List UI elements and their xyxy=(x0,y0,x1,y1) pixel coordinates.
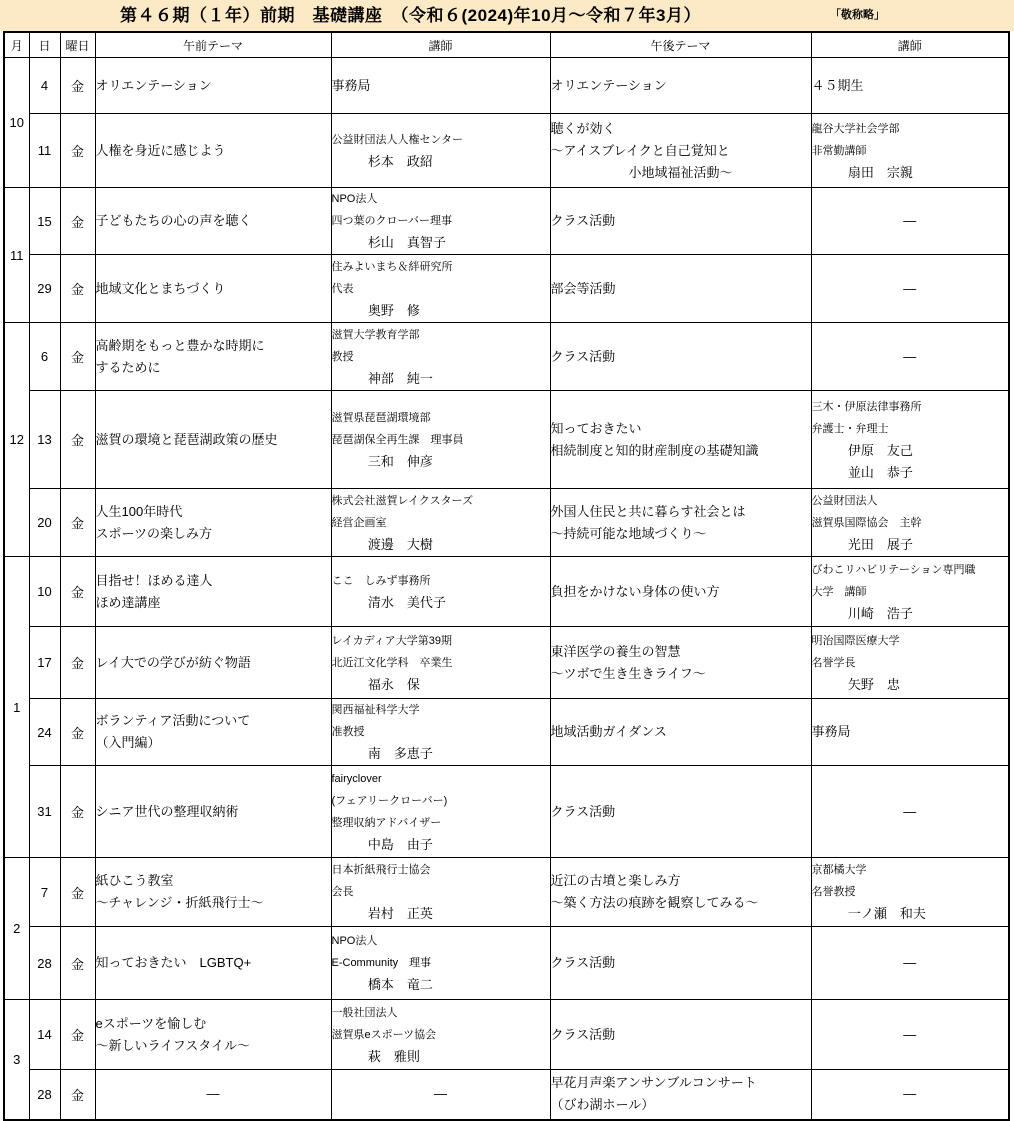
header-row xyxy=(4,32,1009,58)
am-theme-cell xyxy=(95,627,331,699)
am-theme-cell xyxy=(95,1000,331,1070)
theme-line: オリエンテーション xyxy=(550,77,667,93)
table-row xyxy=(4,58,1009,114)
table-row xyxy=(4,699,1009,766)
theme-line: ～持続可能な地域づくり～ xyxy=(550,525,707,541)
lecturer-name: 杉本 政紹 xyxy=(367,153,433,169)
theme-line: 地域活動ガイダンス xyxy=(550,724,667,739)
lecturer-org-line: 公益財団法人 xyxy=(811,494,878,507)
pm-theme-cell xyxy=(550,627,811,699)
lecturer-org-line: 四つ葉のクローバー理事 xyxy=(331,215,452,227)
pm-lecturer-cell xyxy=(811,927,1009,1000)
weekday-cell: 金 xyxy=(60,391,95,489)
lecturer-org-line: 会長 xyxy=(331,886,354,898)
table-row xyxy=(4,627,1009,699)
day-cell: 28 xyxy=(29,927,60,1000)
table-row xyxy=(4,188,1009,255)
theme-line: シニア世代の整理収納術 xyxy=(95,803,239,819)
am-lecturer-cell xyxy=(331,391,550,489)
theme-line: ～チャレンジ・折紙飛行士～ xyxy=(95,895,264,910)
pm-lecturer-cell xyxy=(811,858,1009,927)
theme-line: 近江の古墳と楽しみ方 xyxy=(550,873,681,888)
lecturer-org-line: fairyclover xyxy=(331,772,382,785)
am-lecturer-cell xyxy=(331,699,550,766)
lecturer-name: 杉山 真智子 xyxy=(367,235,446,250)
theme-line: クラス活動 xyxy=(550,348,616,364)
col-header-am-lecturer: 講師 xyxy=(331,32,550,58)
col-header-month: 月 xyxy=(4,32,29,58)
lecturer-org-line: (フェアリークローバー) xyxy=(331,794,448,807)
lecturer-name: 萩 雅則 xyxy=(367,1048,420,1064)
theme-line: 部会等活動 xyxy=(550,280,616,296)
am-theme-cell xyxy=(95,323,331,391)
pm-lecturer-cell xyxy=(811,188,1009,255)
theme-line: するために xyxy=(95,359,161,375)
lecturer-org-line: 住みよいまち＆絆研究所 xyxy=(331,260,453,273)
theme-line: オリエンテーション xyxy=(95,77,212,93)
theme-line: ４５期生 xyxy=(811,77,864,93)
lecturer-org-line: 名誉教授 xyxy=(811,886,856,898)
am-theme-cell xyxy=(95,114,331,188)
day-cell: 13 xyxy=(29,391,60,489)
pm-lecturer-cell xyxy=(811,627,1009,699)
schedule-body xyxy=(4,58,1009,1120)
theme-line: 滋賀の環境と琵琶湖政策の歴史 xyxy=(95,431,278,447)
pm-theme-cell xyxy=(550,489,811,557)
pm-theme-cell xyxy=(550,557,811,627)
dash: ― xyxy=(903,955,917,970)
am-lecturer-cell xyxy=(331,323,550,391)
lecturer-org-line: 日本折紙飛行士協会 xyxy=(331,864,431,876)
theme-line: 負担をかけない身体の使い方 xyxy=(550,583,720,599)
theme-line-centered: 小地域福祉活動～ xyxy=(628,164,733,180)
weekday-cell: 金 xyxy=(60,858,95,927)
lecturer-org-line: びわこリハビリテーション専門職 xyxy=(811,563,976,576)
lecturer-org-line: NPO法人 xyxy=(331,935,378,947)
table-row xyxy=(4,1070,1009,1120)
day-cell: 14 xyxy=(29,1000,60,1070)
day-cell: 15 xyxy=(29,188,60,255)
theme-line: 聴くが効く xyxy=(550,120,616,136)
weekday-cell: 金 xyxy=(60,323,95,391)
am-theme-cell xyxy=(95,489,331,557)
lecturer-org-line: 滋賀大学教育学部 xyxy=(331,328,420,341)
lecturer-org-line: 一般社団法人 xyxy=(331,1006,398,1019)
theme-line: 事務局 xyxy=(331,77,371,93)
day-cell: 4 xyxy=(29,58,60,114)
theme-line: 目指せ！ほめる達人 xyxy=(95,572,213,588)
dash: ― xyxy=(903,1026,917,1042)
theme-line: （入門編） xyxy=(95,735,161,750)
pm-theme-cell xyxy=(550,1000,811,1070)
am-theme-cell xyxy=(95,766,331,858)
table-row xyxy=(4,323,1009,391)
theme-line: 外国人住民と共に暮らす社会とは xyxy=(550,503,746,519)
table-row xyxy=(4,766,1009,858)
col-header-day: 日 xyxy=(29,32,60,58)
pm-theme-cell xyxy=(550,1070,811,1120)
theme-line: eスポーツを愉しむ xyxy=(95,1015,207,1031)
weekday-cell: 金 xyxy=(60,255,95,323)
theme-line: ほめ達講座 xyxy=(95,594,161,610)
lecturer-org-line: NPO法人 xyxy=(331,193,378,205)
pm-lecturer-cell xyxy=(811,1000,1009,1070)
lecturer-org-line: ここ しみず事務所 xyxy=(331,574,431,587)
am-lecturer-cell xyxy=(331,557,550,627)
month-cell: 10 xyxy=(4,58,29,188)
day-cell: 10 xyxy=(29,557,60,627)
lecturer-org-line: 非常勤講師 xyxy=(811,144,867,157)
lecturer-org-line: レイカディア大学第39期 xyxy=(331,634,452,647)
dash: ― xyxy=(206,1086,220,1102)
pm-lecturer-cell xyxy=(811,391,1009,489)
lecturer-org-line: 明治国際医療大学 xyxy=(811,634,900,647)
lecturer-org-line: 准教授 xyxy=(331,726,365,738)
lecturer-org-line: 滋賀県琵琶湖環境部 xyxy=(331,411,431,424)
theme-line: ～新しいライフスタイル～ xyxy=(95,1037,250,1053)
day-cell: 11 xyxy=(29,114,60,188)
lecturer-name: 伊原 友己 xyxy=(847,442,913,458)
page-title: 第４６期（１年）前期 基礎講座 （令和６(2024)年10月～令和７年3月） xyxy=(120,6,702,25)
lecturer-org-line: 龍谷大学社会学部 xyxy=(811,122,900,135)
pm-theme-cell xyxy=(550,927,811,1000)
pm-lecturer-cell xyxy=(811,557,1009,627)
pm-lecturer-cell xyxy=(811,766,1009,858)
lecturer-name: 一ノ瀬 和夫 xyxy=(847,906,926,921)
lecturer-org-line: 滋賀県eスポーツ協会 xyxy=(331,1028,437,1041)
theme-line: クラス活動 xyxy=(550,955,616,970)
pm-theme-cell xyxy=(550,188,811,255)
day-cell: 24 xyxy=(29,699,60,766)
lecturer-name: 光田 展子 xyxy=(847,536,913,552)
month-cell: 12 xyxy=(4,323,29,557)
pm-lecturer-cell xyxy=(811,323,1009,391)
table-row xyxy=(4,557,1009,627)
theme-line: 知っておきたい xyxy=(550,420,642,436)
weekday-cell: 金 xyxy=(60,1070,95,1120)
theme-line: 人生100年時代 xyxy=(95,503,183,519)
am-lecturer-cell xyxy=(331,114,550,188)
pm-lecturer-cell xyxy=(811,255,1009,323)
lecturer-name: 三和 伸彦 xyxy=(367,453,433,469)
pm-theme-cell xyxy=(550,858,811,927)
weekday-cell: 金 xyxy=(60,114,95,188)
weekday-cell: 金 xyxy=(60,489,95,557)
weekday-cell: 金 xyxy=(60,766,95,858)
theme-line: 子どもたちの心の声を聴く xyxy=(95,213,252,228)
lecturer-org-line: E-Community 理事 xyxy=(331,957,432,969)
theme-line: ～ツボで生き生きライフ～ xyxy=(550,665,706,681)
day-cell: 28 xyxy=(29,1070,60,1120)
am-lecturer-cell xyxy=(331,627,550,699)
col-header-pm-lecturer: 講師 xyxy=(811,32,1009,58)
schedule-table xyxy=(3,31,1010,1121)
lecturer-org-line: 北近江文化学科 卒業生 xyxy=(331,656,453,669)
month-cell: 3 xyxy=(4,1000,29,1120)
theme-line: 知っておきたい LGBTQ+ xyxy=(95,955,252,970)
am-theme-cell xyxy=(95,255,331,323)
am-lecturer-cell xyxy=(331,1070,550,1120)
weekday-cell: 金 xyxy=(60,557,95,627)
weekday-cell: 金 xyxy=(60,927,95,1000)
pm-lecturer-cell xyxy=(811,58,1009,114)
am-lecturer-cell xyxy=(331,927,550,1000)
theme-line: ～築く方法の痕跡を観察してみる～ xyxy=(550,895,759,910)
weekday-cell: 金 xyxy=(60,627,95,699)
am-lecturer-cell xyxy=(331,58,550,114)
pm-lecturer-cell xyxy=(811,699,1009,766)
table-row xyxy=(4,927,1009,1000)
theme-line: 地域文化とまちづくり xyxy=(95,280,226,296)
dash: ― xyxy=(434,1086,447,1102)
day-cell: 29 xyxy=(29,255,60,323)
pm-lecturer-cell xyxy=(811,114,1009,188)
col-header-pm-theme: 午後テーマ xyxy=(550,32,811,58)
pm-theme-cell xyxy=(550,699,811,766)
theme-line: クラス活動 xyxy=(550,803,616,819)
theme-line: ボランティア活動について xyxy=(95,713,251,728)
weekday-cell: 金 xyxy=(60,188,95,255)
pm-lecturer-cell xyxy=(811,489,1009,557)
theme-line: 紙ひこう教室 xyxy=(95,873,174,888)
pm-lecturer-cell xyxy=(811,1070,1009,1120)
lecturer-org-line: 代表 xyxy=(331,282,354,295)
lecturer-name: 清水 美代子 xyxy=(367,594,446,610)
month-cell: 11 xyxy=(4,188,29,323)
dash: ― xyxy=(903,280,917,296)
lecturer-name: 奥野 修 xyxy=(367,302,420,318)
pm-theme-cell xyxy=(550,766,811,858)
dash: ― xyxy=(903,348,917,364)
am-theme-cell xyxy=(95,391,331,489)
lecturer-name: 渡邊 大樹 xyxy=(367,536,433,552)
am-theme-cell xyxy=(95,58,331,114)
dash: ― xyxy=(903,213,917,228)
theme-line: レイ大での学びが紡ぐ物語 xyxy=(95,654,251,670)
title-band xyxy=(0,0,1014,31)
am-theme-cell xyxy=(95,699,331,766)
lecturer-org-line: 株式会社滋賀レイクスターズ xyxy=(331,494,474,507)
weekday-cell: 金 xyxy=(60,1000,95,1070)
dash: ― xyxy=(903,1086,917,1102)
lecturer-name: 岩村 正英 xyxy=(367,906,433,921)
month-cell: 2 xyxy=(4,858,29,1000)
table-row xyxy=(4,1000,1009,1070)
month-cell: 1 xyxy=(4,557,29,858)
lecturer-name: 南 多恵子 xyxy=(367,746,433,761)
lecturer-name: 中島 由子 xyxy=(367,836,433,852)
pm-theme-cell xyxy=(550,391,811,489)
am-lecturer-cell xyxy=(331,255,550,323)
am-theme-cell xyxy=(95,188,331,255)
lecturer-org-line: 経営企画室 xyxy=(331,516,387,529)
table-row xyxy=(4,255,1009,323)
am-theme-cell xyxy=(95,927,331,1000)
table-row xyxy=(4,858,1009,927)
lecturer-org-line: 名誉学長 xyxy=(811,656,856,669)
am-theme-cell xyxy=(95,557,331,627)
table-row xyxy=(4,114,1009,188)
day-cell: 17 xyxy=(29,627,60,699)
col-header-weekday: 曜日 xyxy=(60,32,95,58)
lecturer-org-line: 整理収納アドバイザー xyxy=(331,816,442,829)
pm-theme-cell xyxy=(550,255,811,323)
am-lecturer-cell xyxy=(331,489,550,557)
weekday-cell: 金 xyxy=(60,58,95,114)
lecturer-org-line: 滋賀県国際協会 主幹 xyxy=(811,516,922,529)
lecturer-org-line: 三木・伊原法律事務所 xyxy=(811,400,922,413)
lecturer-org-line: 弁護士・弁理士 xyxy=(811,422,889,435)
am-lecturer-cell xyxy=(331,858,550,927)
am-lecturer-cell xyxy=(331,766,550,858)
lecturer-name: 神部 純一 xyxy=(367,370,433,386)
pm-theme-cell xyxy=(550,114,811,188)
honorific-note: 「敬称略」 xyxy=(830,9,885,21)
pm-theme-cell xyxy=(550,58,811,114)
lecturer-name: 並山 恭子 xyxy=(847,464,913,480)
day-cell: 7 xyxy=(29,858,60,927)
lecturer-name: 福永 保 xyxy=(367,676,420,692)
am-theme-cell xyxy=(95,858,331,927)
am-lecturer-cell xyxy=(331,188,550,255)
theme-line: 早花月声楽アンサンブルコンサート xyxy=(550,1075,757,1091)
table-row xyxy=(4,391,1009,489)
day-cell: 31 xyxy=(29,766,60,858)
weekday-cell: 金 xyxy=(60,699,95,766)
theme-line: 高齢期をもっと豊かな時期に xyxy=(95,337,265,353)
lecturer-name: 矢野 忠 xyxy=(847,676,900,692)
lecturer-name: 橋本 竜二 xyxy=(367,977,433,992)
lecturer-org-line: 関西福祉科学大学 xyxy=(331,704,420,716)
theme-line: 相続制度と知的財産制度の基礎知識 xyxy=(550,442,759,458)
pm-theme-cell xyxy=(550,323,811,391)
am-lecturer-cell xyxy=(331,1000,550,1070)
lecturer-name: 川崎 浩子 xyxy=(847,605,913,621)
theme-line: 事務局 xyxy=(811,724,851,739)
day-cell: 6 xyxy=(29,323,60,391)
lecturer-org-line: 大学 講師 xyxy=(811,585,867,598)
day-cell: 20 xyxy=(29,489,60,557)
dash: ― xyxy=(903,803,917,819)
lecturer-org-line: 琵琶湖保全再生課 理事員 xyxy=(331,433,464,446)
am-theme-cell xyxy=(95,1070,331,1120)
lecturer-org-line: 教授 xyxy=(331,350,354,363)
theme-line: 人権を身近に感じよう xyxy=(95,142,226,158)
theme-line: ～アイスブレイクと自己覚知と xyxy=(550,142,730,158)
theme-line: 東洋医学の養生の智慧 xyxy=(550,643,681,659)
table-row xyxy=(4,489,1009,557)
col-header-am-theme: 午前テーマ xyxy=(95,32,331,58)
theme-line: クラス活動 xyxy=(550,1026,616,1042)
theme-line: スポーツの楽しみ方 xyxy=(95,525,212,541)
lecturer-org-line: 京都橘大学 xyxy=(811,864,867,876)
lecturer-org-line: 公益財団法人人権センター xyxy=(331,133,464,146)
theme-line: （びわ湖ホール） xyxy=(550,1097,655,1113)
lecturer-name: 扇田 宗親 xyxy=(847,164,913,180)
theme-line: クラス活動 xyxy=(550,213,616,228)
